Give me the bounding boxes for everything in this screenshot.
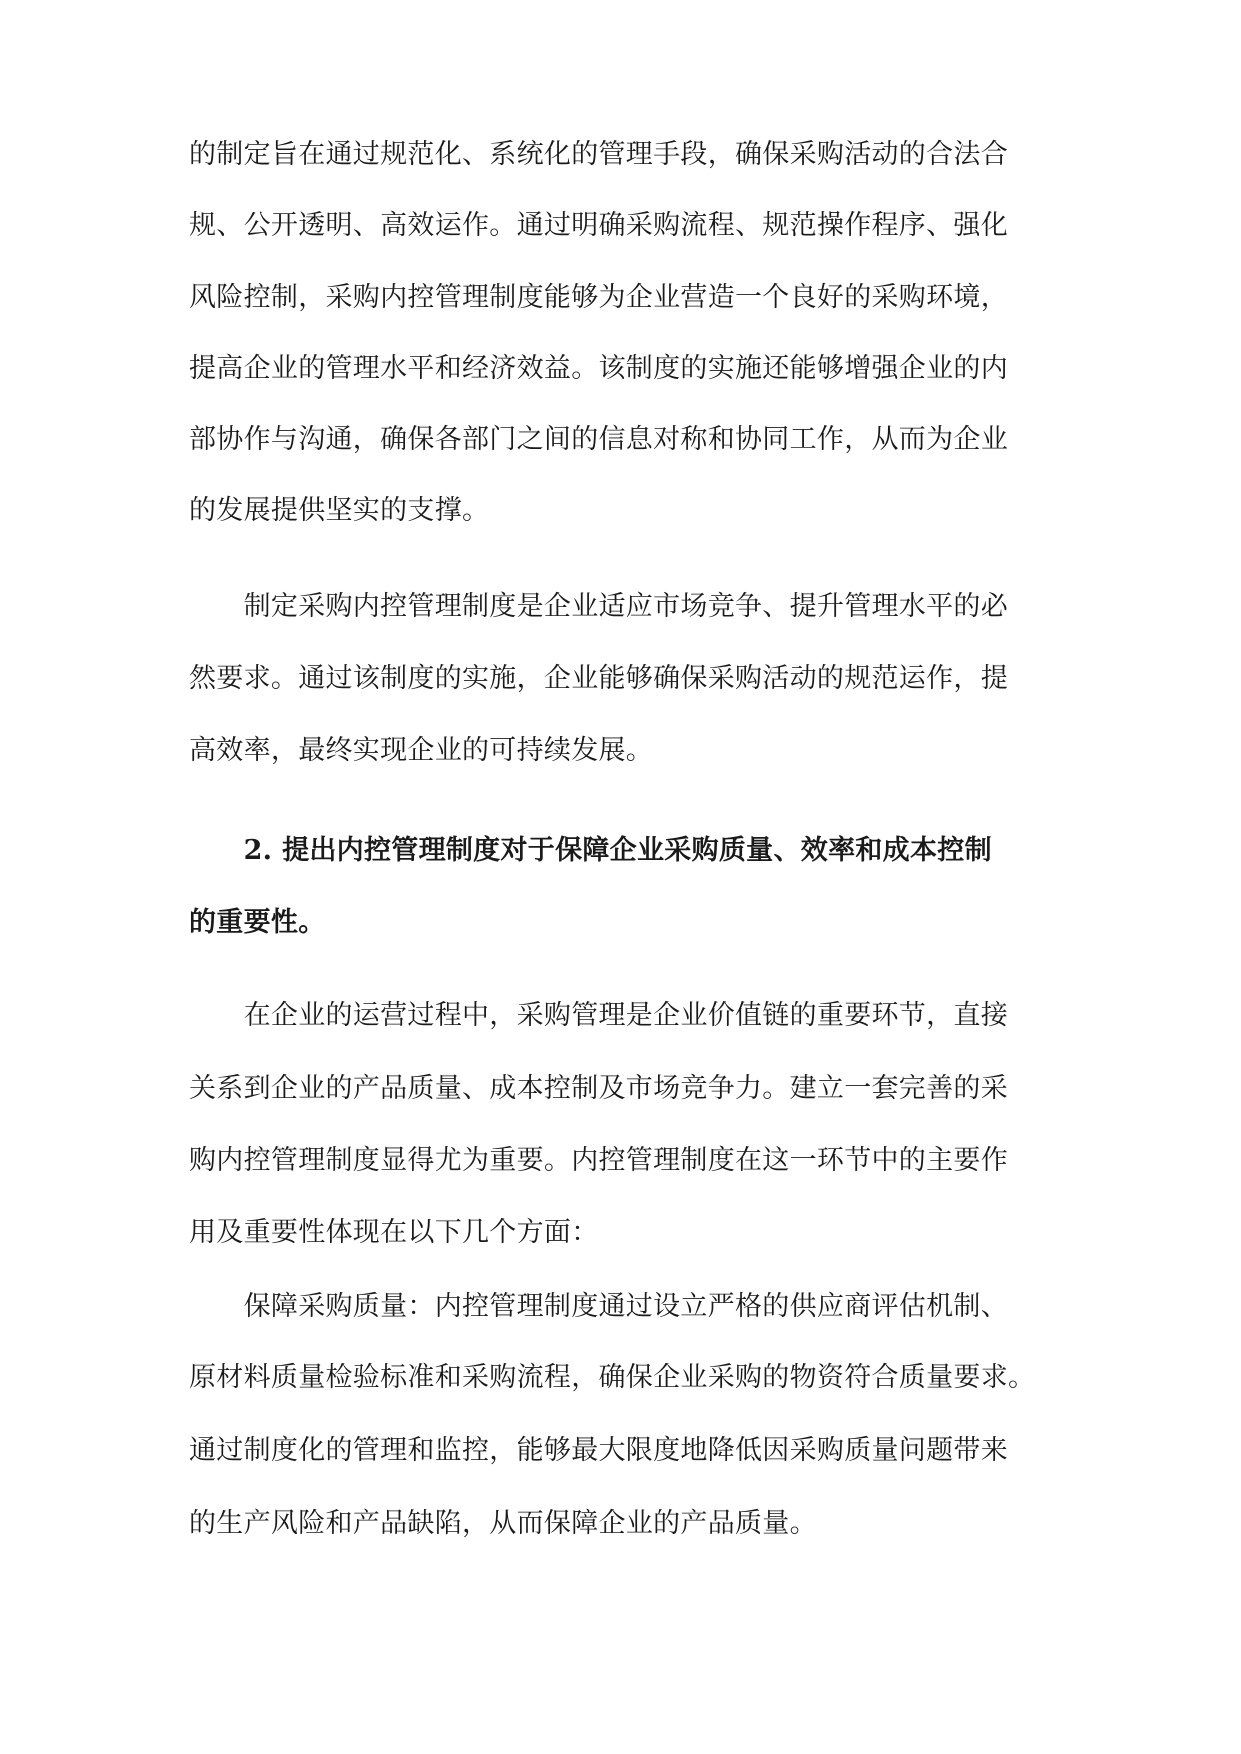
text-line: 部协作与沟通，确保各部门之间的信息对称和协同工作，从而为企业	[189, 424, 1008, 455]
text-line: 的制定旨在通过规范化、系统化的管理手段，确保采购活动的合法合	[189, 139, 1008, 170]
text-line: 高效率，最终实现企业的可持续发展。	[189, 735, 654, 766]
text-line: 风险控制，采购内控管理制度能够为企业营造一个良好的采购环境，	[189, 282, 1008, 313]
text-line: 用及重要性体现在以下几个方面：	[189, 1217, 599, 1248]
text-line: 然要求。通过该制度的实施，企业能够确保采购活动的规范运作，提	[189, 663, 1008, 694]
text-line: 的生产风险和产品缺陷，从而保障企业的产品质量。	[189, 1508, 817, 1539]
text-line: 关系到企业的产品质量、成本控制及市场竞争力。建立一套完善的采	[189, 1073, 1008, 1104]
text-line: 原材料质量检验标准和采购流程，确保企业采购的物资符合质量要求。	[189, 1362, 1036, 1393]
text-line: 在企业的运营过程中，采购管理是企业价值链的重要环节，直接	[189, 1000, 1008, 1031]
section-heading: 2. 提出内控管理制度对于保障企业采购质量、效率和成本控制	[189, 835, 992, 866]
text-line: 通过制度化的管理和监控，能够最大限度地降低因采购质量问题带来	[189, 1435, 1008, 1466]
text-line: 制定采购内控管理制度是企业适应市场竞争、提升管理水平的必	[189, 591, 1008, 622]
text-line: 的发展提供坚实的支撑。	[189, 495, 490, 526]
text-line: 保障采购质量：内控管理制度通过设立严格的供应商评估机制、	[189, 1291, 1008, 1322]
section-heading: 的重要性。	[189, 907, 326, 938]
text-line: 规、公开透明、高效运作。通过明确采购流程、规范操作程序、强化	[189, 210, 1008, 241]
text-line: 提高企业的管理水平和经济效益。该制度的实施还能够增强企业的内	[189, 353, 1008, 384]
text-line: 购内控管理制度显得尤为重要。内控管理制度在这一环节中的主要作	[189, 1145, 1008, 1176]
